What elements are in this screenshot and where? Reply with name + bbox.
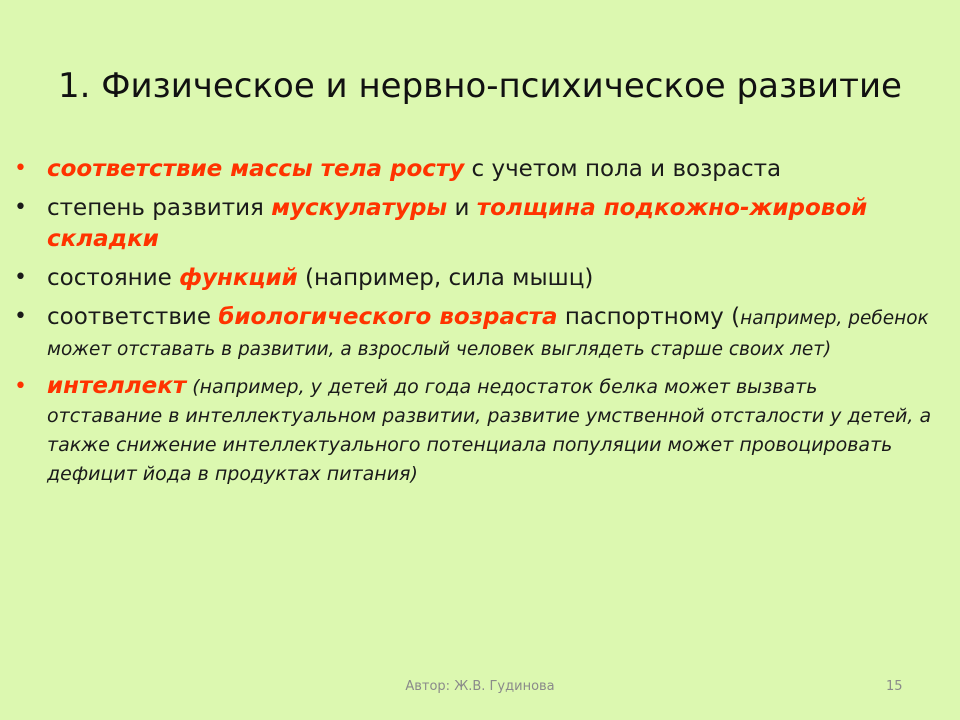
highlight-text: функций (179, 265, 298, 291)
plain-text: (например, сила мышц) (297, 265, 594, 291)
bullet-text (47, 193, 934, 255)
bullet-dot-icon: • (14, 265, 27, 290)
bullet-list (14, 154, 934, 497)
bullet-text (47, 302, 934, 364)
bullet-dot-icon: • (14, 156, 27, 181)
plain-text: степень развития (47, 195, 272, 221)
page-number: 15 (886, 679, 903, 694)
bullet-item (14, 193, 934, 255)
bullet-item (14, 302, 934, 364)
highlight-text: интеллект (47, 373, 187, 399)
slide-title: 1. Физическое и нервно-психическое развитие (58, 66, 902, 106)
highlight-text: мускулатуры (271, 195, 448, 221)
note-text: (например, у детей до года недостаток белка может вызвать отставание в интеллектуальном развитии, развитие умственной отсталости у детей, а также снижение интеллектуального потенциала популяции может провоцировать дефицит йода в продуктах питания) (47, 376, 932, 485)
bullet-dot-icon: • (14, 304, 27, 329)
footer-author: Автор: Ж.В. Гудинова (405, 679, 555, 694)
highlight-text: толщина подкожно-жировой складки (47, 195, 868, 252)
bullet-dot-icon: • (14, 195, 27, 220)
bullet-text (47, 372, 934, 489)
bullet-text (47, 263, 934, 294)
bullet-item (14, 372, 934, 489)
plain-text: с учетом пола и возраста (464, 156, 782, 182)
bullet-item (14, 154, 934, 185)
bullet-text (47, 154, 934, 185)
plain-text: состояние (47, 265, 180, 291)
highlight-text: соответствие массы тела росту (47, 156, 465, 182)
bullet-dot-icon: • (14, 374, 27, 399)
plain-text: соответствие (47, 304, 219, 330)
highlight-text: биологического возраста (218, 304, 558, 330)
bullet-item (14, 263, 934, 294)
plain-text: и (447, 195, 477, 221)
plain-text: паспортному ( (557, 304, 741, 330)
note-text: например, ребенок может отставать в развитии, а взрослый человек выглядеть старше своих лет) (47, 308, 929, 360)
